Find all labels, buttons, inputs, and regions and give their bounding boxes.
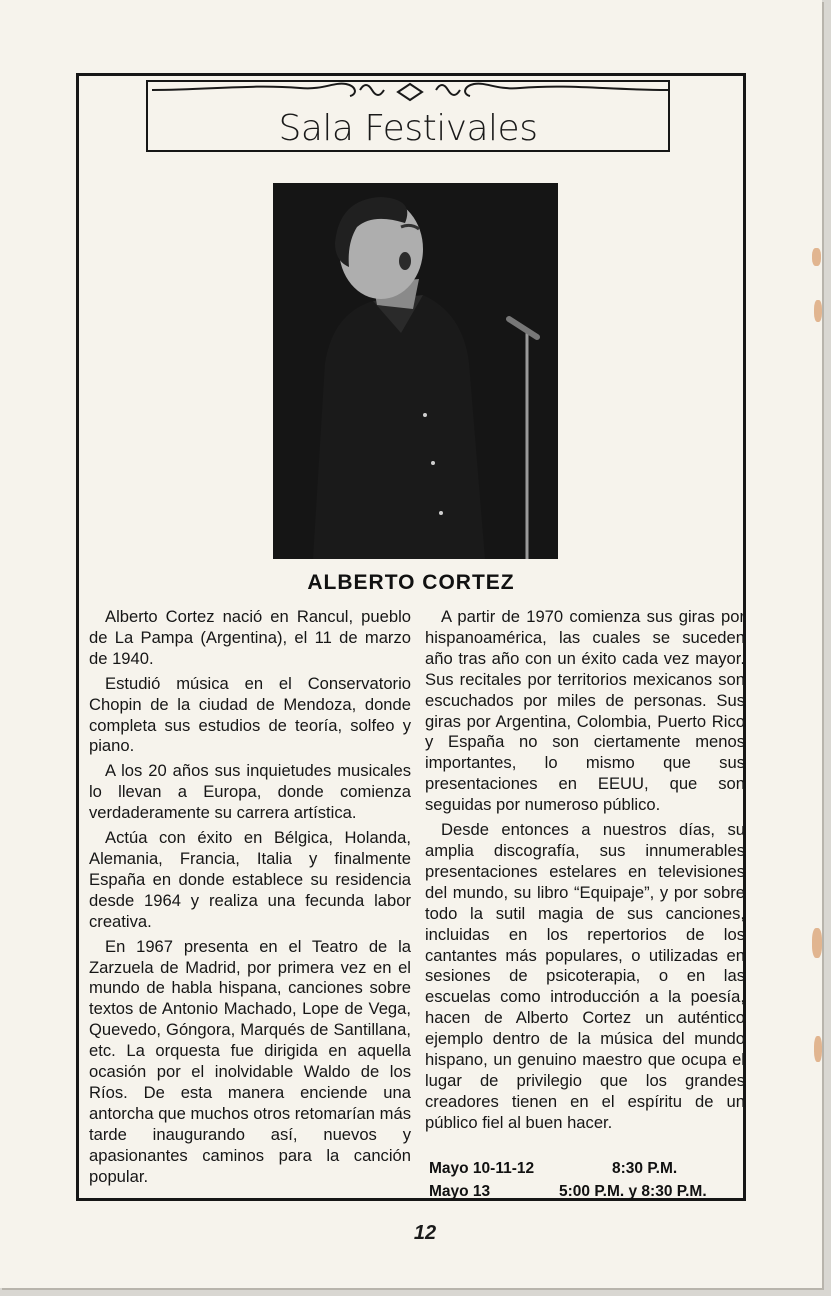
article-left-column (89, 607, 411, 1191)
paper-stain (812, 248, 821, 266)
paragraph: A partir de 1970 comienza sus giras por hispanoamérica, las cuales se suceden año tras año con un éxito cada vez mayor. Sus recitales por territorios mexicanos son escuchados por miles de personas. Sus giras por Argentina, Colombia, Puerto Rico y España no son ciertamente menos importantes, lo mismo que sus presentaciones en EEUU, que son seguidas por numeroso público. (425, 607, 745, 815)
schedule-dates: Mayo 13 (429, 1183, 491, 1200)
page-number: 12 (413, 1222, 437, 1244)
schedule-row (429, 1183, 707, 1201)
article-right-column (425, 607, 745, 1138)
section-title: Sala Festivales (278, 108, 538, 149)
artist-name: ALBERTO CORTEZ (307, 571, 515, 594)
paragraph: Alberto Cortez nació en Rancul, pueblo de La Pampa (Argentina), el 11 de marzo de 1940. (89, 607, 411, 668)
singer-photo (273, 183, 558, 559)
paper-stain (812, 928, 822, 958)
ornament-flourish-icon (150, 76, 670, 110)
paragraph: Actúa con éxito en Bélgica, Holanda, Alemania, Francia, Italia y finalmente España en donde establece su residencia desde 1964 y realiza una fecunda labor creativa. (89, 828, 411, 931)
paragraph: Estudió música en el Conservatorio Chopin de la ciudad de Mendoza, donde completa sus estudios de teoría, solfeo y piano. (89, 673, 411, 756)
schedule-dates: Mayo 10-11-12 (429, 1160, 535, 1177)
paper-stain (814, 1036, 822, 1062)
paragraph: A los 20 años sus inquietudes musicales lo llevan a Europa, donde comienza verdaderamente su carrera artística. (89, 761, 411, 823)
schedule-time: 8:30 P.M. (612, 1160, 678, 1177)
schedule-time: 5:00 P.M. y 8:30 P.M. (559, 1183, 707, 1200)
paragraph: Desde entonces a nuestros días, su amplia discografía, sus innumerables presentaciones estelares en televisiones del mundo, su libro “Equipaje”, y por sobre todo la sutil magia de sus canciones, incluidas en los repertorios de los cantantes más populares, o utilizadas en sesiones de psicoterapia, o en las escuelas como introducción a la poesía, hacen de Alberto Cortez un auténtico ejemplo dentro de la música del mundo hispano, un genuino maestro que ocupa el lugar de privilegio que los grandes creadores tienen en el espíritu de un público fiel al buen hacer. (425, 820, 745, 1132)
paper-stain (814, 300, 822, 322)
schedule-row (429, 1160, 678, 1178)
paragraph: En 1967 presenta en el Teatro de la Zarzuela de Madrid, por primera vez en el mundo de habla hispana, canciones sobre textos de Antonio Machado, Lope de Vega, Quevedo, Góngora, Marqués de Santillana, etc. La orquesta fue dirigida en aquella ocasión por el inolvidable Waldo de los Ríos. De esta manera enciende una antorcha que muchos otros retomarían más tarde inaugurando así, nuevos y apasionantes caminos para la canción popular. (89, 936, 411, 1186)
